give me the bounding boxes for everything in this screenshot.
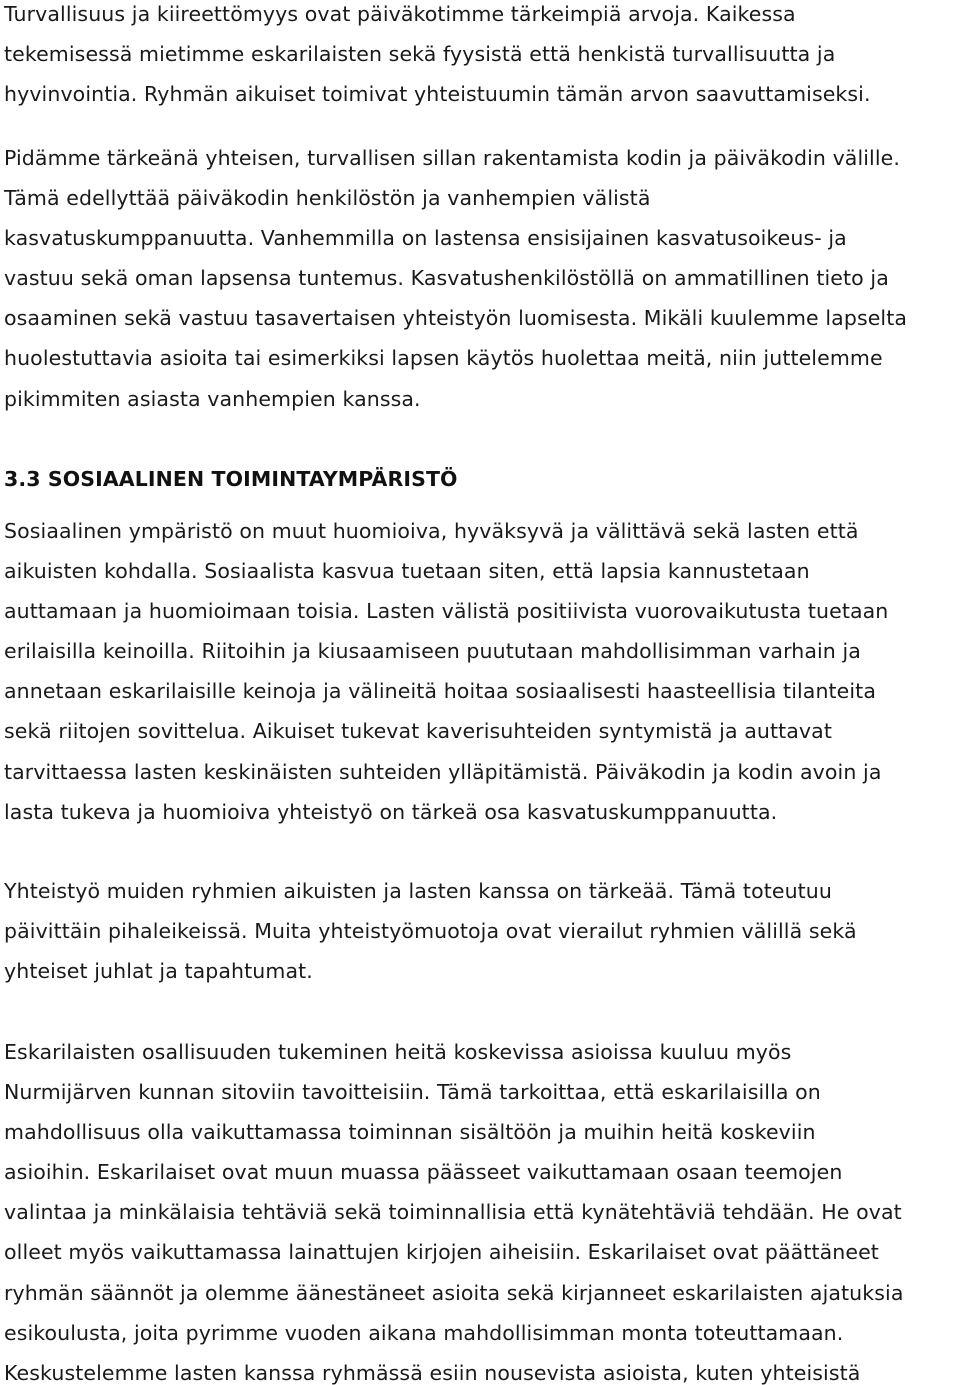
text-line: erilaisilla keinoilla. Riitoihin ja kiusaamiseen puututaan mahdollisimman varhain ja: [4, 639, 861, 664]
paragraph-safety-values: [4, 0, 960, 114]
text-line: osaaminen sekä vastuu tasavertaisen yhteistyön luomisesta. Mikäli kuulemme lapselta: [4, 306, 908, 331]
text-line: aikuisten kohdalla. Sosiaalista kasvua tuetaan siten, että lapsia kannustetaan: [4, 559, 810, 584]
text-line: pikimmiten asiasta vanhempien kanssa.: [4, 386, 421, 411]
text-line: kasvatuskumppanuutta. Vanhemmilla on lastensa ensisijainen kasvatusoikeus- ja: [4, 226, 847, 251]
text-line: tarvittaessa lasten keskinäisten suhteiden ylläpitämistä. Päiväkodin ja kodin avoin ja: [4, 759, 882, 784]
text-line: Eskarilaisten osallisuuden tukeminen heitä koskevissa asioissa kuuluu myös: [4, 1040, 792, 1064]
text-line: Pidämme tärkeänä yhteisen, turvallisen sillan rakentamista kodin ja päiväkodin välille.: [4, 146, 900, 170]
text-line: olleet myös vaikuttamassa lainattujen kirjojen aiheisiin. Eskarilaiset ovat päättäneet: [4, 1240, 879, 1265]
text-line: Yhteistyö muiden ryhmien aikuisten ja lasten kanssa on tärkeää. Tämä toteutuu: [4, 879, 832, 903]
text-line: Turvallisuus ja kiireettömyys ovat päiväkotimme tärkeimpiä arvoja. Kaikessa: [4, 2, 796, 26]
text-line: huolestuttavia asioita tai esimerkiksi lapsen käytös huolettaa meitä, niin juttelemme: [4, 346, 883, 371]
text-line: lasta tukeva ja huomioiva yhteistyö on tärkeä osa kasvatuskumppanuutta.: [4, 799, 778, 824]
text-line: Tämä edellyttää päiväkodin henkilöstön ja vanhempien välistä: [4, 186, 651, 211]
text-line: esikoulusta, joita pyrimme vuoden aikana mahdollisimman monta toteuttamaan.: [4, 1320, 844, 1345]
text-line: yhteiset juhlat ja tapahtumat.: [4, 959, 313, 984]
section-heading: 3.3 SOSIAALINEN TOIMINTAYMPÄRISTÖ: [4, 467, 458, 491]
text-line: valintaa ja minkälaisia tehtäviä sekä toiminnallisia että kynätehtäviä tehdään. He ovat: [4, 1200, 902, 1225]
paragraph-partnership: [4, 138, 960, 419]
text-line: vastuu sekä oman lapsensa tuntemus. Kasvatushenkilöstöllä on ammatillinen tieto ja: [4, 266, 889, 291]
text-line: hyvinvointia. Ryhmän aikuiset toimivat yhteistuumin tämän arvon saavuttamiseksi.: [4, 82, 871, 107]
text-line: Sosiaalinen ympäristö on muut huomioiva, hyväksyvä ja välittävä sekä lasten että: [4, 519, 859, 543]
paragraph-participation: [4, 1032, 960, 1385]
paragraph-group-cooperation: [4, 871, 960, 991]
text-line: mahdollisuus olla vaikuttamassa toiminnan sisältöön ja muihin heitä koskeviin: [4, 1120, 816, 1145]
text-line: auttamaan ja huomioimaan toisia. Lasten välistä positiivista vuorovaikutusta tuetaan: [4, 599, 889, 624]
text-line: annetaan eskarilaisille keinoja ja välineitä hoitaa sosiaalisesti haasteellisia tilanteita: [4, 679, 876, 704]
text-line: päivittäin pihaleikeissä. Muita yhteistyömuotoja ovat vierailut ryhmien välillä sekä: [4, 919, 857, 944]
text-line: Keskustelemme lasten kanssa ryhmässä esiin nousevista asioista, kuten yhteisistä: [4, 1360, 861, 1385]
text-line: Nurmijärven kunnan sitoviin tavoitteisiin. Tämä tarkoittaa, että eskarilaisilla on: [4, 1080, 821, 1105]
text-line: ryhmän säännöt ja olemme äänestäneet asioita sekä kirjanneet eskarilaisten ajatuksia: [4, 1280, 904, 1305]
paragraph-social-environment: [4, 511, 960, 832]
text-line: tekemisessä mietimme eskarilaisten sekä fyysistä että henkistä turvallisuutta ja: [4, 42, 836, 67]
text-line: sekä riitojen sovittelua. Aikuiset tukevat kaverisuhteiden syntymistä ja auttavat: [4, 719, 832, 744]
text-line: asioihin. Eskarilaiset ovat muun muassa päässeet vaikuttamaan osaan teemojen: [4, 1160, 843, 1185]
